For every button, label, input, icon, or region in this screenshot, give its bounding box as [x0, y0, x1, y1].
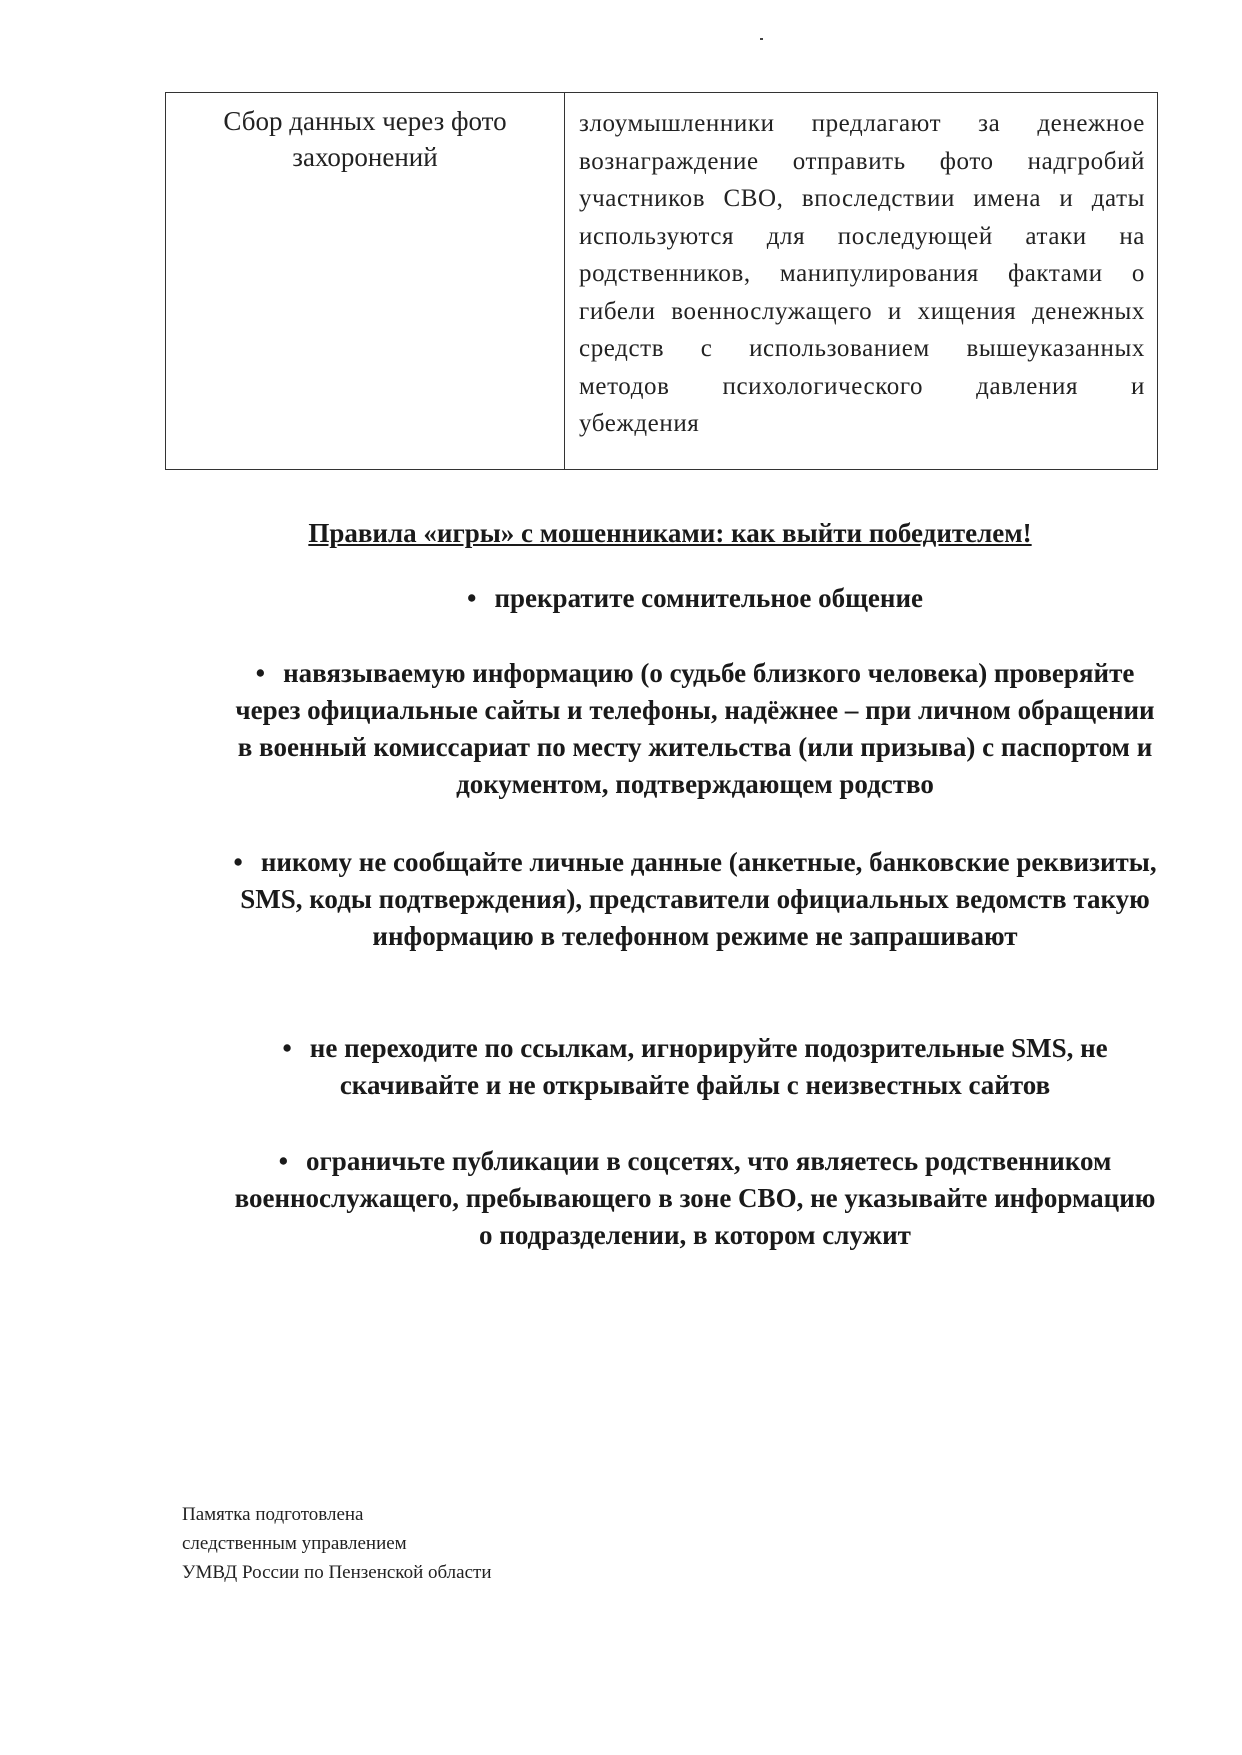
bullet-icon: •: [278, 1146, 289, 1176]
bullet-icon: •: [255, 658, 266, 688]
rule-item-3: [225, 844, 1165, 955]
rule-item-1: [225, 580, 1165, 617]
rule-item-4: [225, 1030, 1165, 1104]
footer-line-3: УМВД России по Пензенской области: [182, 1562, 492, 1583]
rule-text: ограничьте публикации в соцсетях, что являетесь родственником военнослужащего, пребывающего в зоне СВО, не указывайте информацию о подразделении, в котором служит: [234, 1146, 1156, 1250]
bullet-icon: •: [233, 847, 243, 877]
scan-speck: [760, 38, 763, 40]
bullet-icon: •: [466, 583, 477, 613]
rules-heading: Правила «игры» с мошенниками: как выйти победителем!: [308, 518, 1032, 548]
description-cell: злоумышленники предлагают за денежное вознаграждение отправить фото надгробий участников СВО, впоследствии имена и даты используются для последующей атаки на родственников, манипулирования фактами о гибели военнослужащего и хищения денежных средств с использованием вышеуказанных методов психологического давления и убеждения: [565, 93, 1158, 470]
footer-note: [182, 1500, 782, 1587]
bullet-icon: •: [282, 1033, 292, 1063]
rule-item-2: [225, 655, 1165, 803]
fraud-methods-table: [165, 92, 1158, 470]
rule-item-5: [225, 1143, 1165, 1254]
table-row: [166, 93, 1158, 470]
footer-line-1: Памятка подготовлена: [182, 1504, 364, 1525]
footer-line-2: следственным управлением: [182, 1533, 407, 1554]
rule-text: никому не сообщайте личные данные (анкетные, банковские реквизиты, SMS, коды подтверждения), представители официальных ведомств такую информацию в телефонном режиме не запрашивают: [240, 847, 1157, 951]
rule-text: навязываемую информацию (о судьбе близкого человека) проверяйте через официальные сайты и телефоны, надёжнее – при личном обращении в военный комиссариат по месту жительства (или призыва) с паспортом и документом, подтверждающем родство: [235, 658, 1155, 799]
rule-text: не переходите по ссылкам, игнорируйте подозрительные SMS, не скачивайте и не открывайте файлы с неизвестных сайтов: [309, 1033, 1108, 1100]
rule-text: прекратите сомнительное общение: [494, 583, 923, 613]
method-cell: Сбор данных через фото захоронений: [166, 93, 565, 470]
